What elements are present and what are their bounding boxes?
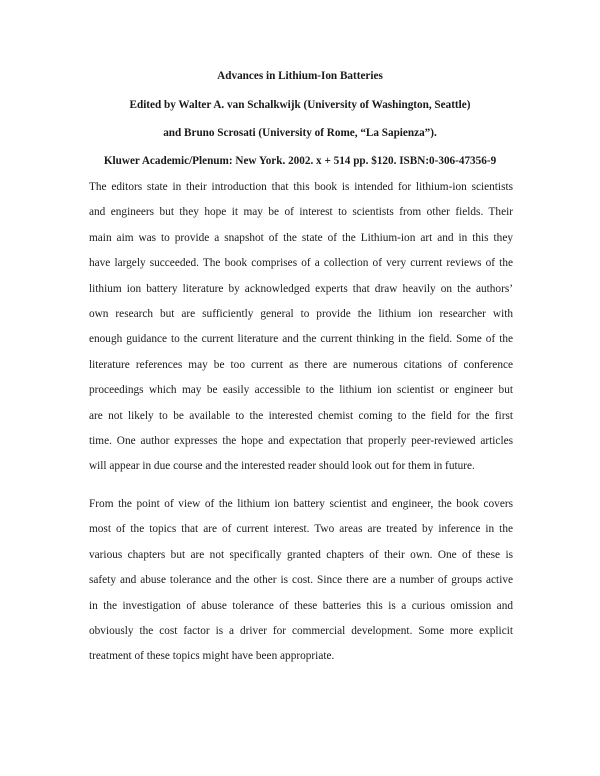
text-line: obviously the cost factor is a driver for commercial development. Some more explicit <box>89 624 513 637</box>
editors-line-1: Edited by Walter A. van Schalkwijk (University of Washington, Seattle) <box>129 99 471 111</box>
text-line: various chapters but are not specifically granted chapters of their own. One of these is <box>89 548 513 561</box>
text-line: have largely succeeded. The book comprises of a collection of very current reviews of the <box>89 257 513 270</box>
text-line: From the point of view of the lithium ion battery scientist and engineer, the book covers <box>89 498 513 510</box>
text-line: The editors state in their introduction that this book is intended for lithium-ion scientists <box>89 181 513 193</box>
text-line: main aim was to provide a snapshot of the state of the Lithium-ion art and in this they <box>89 231 513 244</box>
text-line: in the investigation of abuse tolerance of these batteries this is a curious omission and <box>89 599 513 612</box>
text-line: most of the topics that are of current interest. Two areas are treated by inference in the <box>89 523 513 536</box>
text-line: enough guidance to the current literature and the current thinking in the field. Some of the <box>89 333 513 346</box>
text-line: lithium ion battery literature by acknowledged experts that draw heavily on the authors’ <box>89 282 513 295</box>
review-paragraph-1 <box>89 180 513 485</box>
text-line: are not likely to be available to the interested chemist coming to the field for the first <box>89 409 513 422</box>
review-paragraph-2 <box>89 497 513 675</box>
text-line: literature references may be too current as there are numerous citations of conference <box>89 358 513 371</box>
text-line: own research but are sufficiently general to provide the lithium ion researcher with <box>89 307 513 320</box>
publisher-info: Kluwer Academic/Plenum: New York. 2002. x + 514 pp. $120. ISBN:0-306-47356-9 <box>103 155 497 167</box>
text-line: and engineers but they hope it may be of interest to scientists from other fields. Their <box>89 206 513 219</box>
text-line: time. One author expresses the hope and expectation that properly peer-reviewed articles <box>89 434 513 447</box>
text-line: proceedings which may be easily accessible to the lithium ion scientist or engineer but <box>89 384 513 397</box>
book-title: Advances in Lithium-Ion Batteries <box>217 70 383 82</box>
text-line: treatment of these topics might have been appropriate. <box>89 650 335 663</box>
text-line: safety and abuse tolerance and the other is cost. Since there are a number of groups active <box>89 574 513 587</box>
text-line: will appear in due course and the interested reader should look out for them in future. <box>89 460 475 473</box>
editors-line-2: and Bruno Scrosati (University of Rome, “La Sapienza”). <box>163 127 437 139</box>
